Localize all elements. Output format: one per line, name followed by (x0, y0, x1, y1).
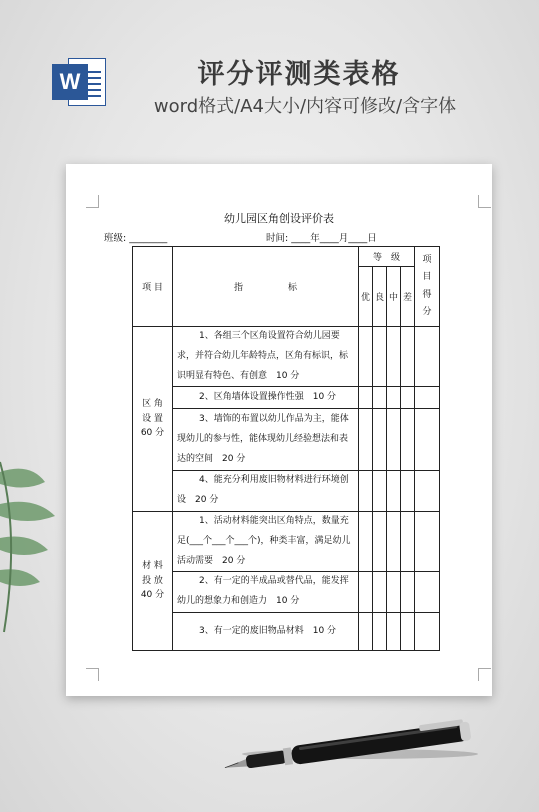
criterion-cell (173, 572, 359, 613)
crop-mark (86, 195, 99, 208)
banner-subtitle: word格式/A4大小/内容可修改/含字体 (153, 96, 457, 117)
grade-cell[interactable] (359, 327, 373, 387)
criterion-cell (173, 612, 359, 650)
score-cell[interactable] (415, 511, 440, 571)
group-name-line: 区 角 (142, 399, 163, 410)
grade-cell[interactable] (373, 612, 387, 650)
evaluation-table (132, 246, 440, 651)
table-row (133, 612, 440, 650)
header-indicator: 指 标 (173, 247, 359, 327)
grade-cell[interactable] (359, 572, 373, 613)
time-blank: ____年____月____日 (291, 233, 377, 244)
group-name-line: 40 分 (140, 590, 165, 601)
grade-cell[interactable] (359, 612, 373, 650)
grade-cell[interactable] (373, 572, 387, 613)
grade-cell[interactable] (401, 471, 415, 512)
crop-mark (86, 668, 99, 681)
criterion-cell (173, 471, 359, 512)
criterion-text: 1、活动材料能突出区角特点，数量充足(___个___个___个)，种类丰富，满足幼儿活动需要 20 分 (177, 515, 351, 566)
score-cell[interactable] (415, 612, 440, 650)
group-name-line: 材 料 (142, 561, 163, 572)
grade-cell[interactable] (373, 327, 387, 387)
header-grade: 等 级 (359, 247, 415, 267)
criterion-text: 4、能充分利用废旧物材料进行环境创设 20 分 (177, 475, 349, 506)
banner-title: 评分评测类表格 (197, 59, 401, 90)
grade-cell[interactable] (387, 409, 401, 471)
grade-cell[interactable] (387, 327, 401, 387)
grade-cell[interactable] (387, 471, 401, 512)
table-row (133, 572, 440, 613)
grade-cell[interactable] (387, 387, 401, 409)
word-letter-badge: W (52, 64, 88, 100)
table-row (133, 471, 440, 512)
header-item: 项 目 (133, 247, 173, 327)
header-score (415, 247, 440, 327)
group-name-area-setting (133, 327, 173, 512)
grade-cell[interactable] (401, 327, 415, 387)
grade-cell[interactable] (359, 387, 373, 409)
time-field (266, 230, 377, 244)
table-row (133, 409, 440, 471)
header-row (133, 247, 440, 267)
criterion-text: 2、有一定的半成品或替代品，能发挥幼儿的想象力和创造力 10 分 (177, 576, 349, 607)
fountain-pen-decoration (220, 708, 482, 768)
criterion-cell (173, 387, 359, 409)
group-name-line: 投 放 (142, 575, 163, 586)
criterion-text: 3、墙饰的布置以幼儿作品为主，能体现幼儿的参与性，能体现幼儿经验想法和表达的空间 20 分 (177, 414, 349, 464)
grade-good: 良 (373, 267, 387, 327)
crop-mark (478, 668, 491, 681)
score-cell[interactable] (415, 572, 440, 613)
grade-cell[interactable] (359, 511, 373, 571)
grade-medium: 中 (387, 267, 401, 327)
criterion-cell (173, 409, 359, 471)
grade-cell[interactable] (359, 409, 373, 471)
class-label: 班级: (104, 233, 127, 244)
score-cell[interactable] (415, 471, 440, 512)
grade-poor: 差 (401, 267, 415, 327)
criterion-text: 2、区角墙体设置操作性强 10 分 (199, 391, 337, 402)
table-row (133, 511, 440, 571)
criterion-text: 3、有一定的废旧物品材料 10 分 (199, 625, 337, 636)
word-document-icon (52, 54, 106, 110)
class-field (104, 230, 167, 244)
criterion-text: 1、各组三个区角设置符合幼儿园要求，并符合幼儿年龄特点，区角有标识，标识明显有特色、有创意 10 分 (177, 331, 349, 381)
class-blank: ________ (129, 233, 168, 244)
crop-mark (478, 195, 491, 208)
grade-cell[interactable] (401, 511, 415, 571)
table-row (133, 387, 440, 409)
grade-cell[interactable] (359, 471, 373, 512)
grade-cell[interactable] (373, 471, 387, 512)
grade-cell[interactable] (387, 612, 401, 650)
grade-cell[interactable] (373, 409, 387, 471)
document-title: 幼儿园区角创设评价表 (224, 212, 334, 225)
grade-cell[interactable] (373, 511, 387, 571)
plant-leaves-decoration (0, 452, 70, 652)
group-name-line: 设 置 (142, 413, 163, 424)
grade-cell[interactable] (401, 387, 415, 409)
score-cell[interactable] (415, 409, 440, 471)
table-row (133, 327, 440, 387)
group-name-material-placement (133, 511, 173, 650)
grade-excellent: 优 (359, 267, 373, 327)
grade-cell[interactable] (387, 572, 401, 613)
criterion-cell (173, 511, 359, 571)
time-label: 时间: (266, 233, 289, 244)
header-score-text: 项目得分 (422, 255, 432, 317)
grade-cell[interactable] (373, 387, 387, 409)
criterion-cell (173, 327, 359, 387)
grade-cell[interactable] (401, 409, 415, 471)
grade-cell[interactable] (401, 572, 415, 613)
grade-cell[interactable] (401, 612, 415, 650)
score-cell[interactable] (415, 387, 440, 409)
grade-cell[interactable] (387, 511, 401, 571)
score-cell[interactable] (415, 327, 440, 387)
group-name-line: 60 分 (140, 428, 165, 439)
